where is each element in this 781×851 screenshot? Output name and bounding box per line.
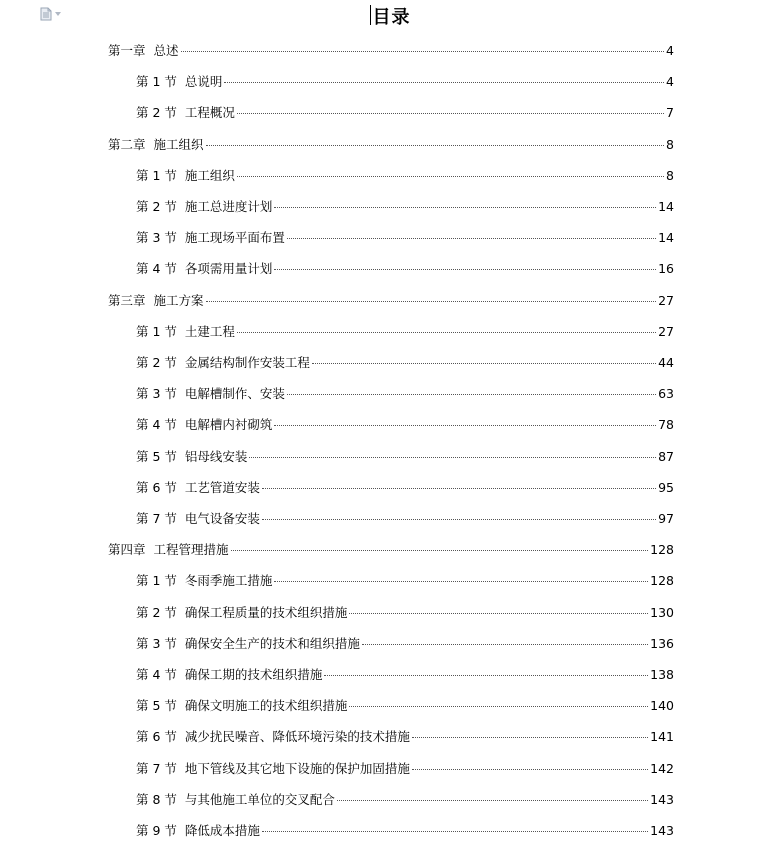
toc-entry-number: 第 7 节 [136, 511, 177, 526]
toc-page-number: 136 [650, 635, 674, 651]
toc-entry-title: 电解槽内衬砌筑 [184, 417, 273, 433]
toc-page-number: 140 [650, 698, 674, 714]
toc-entry-number: 第 3 节 [136, 386, 177, 402]
toc-page-number: 7 [666, 105, 674, 121]
toc-section-entry[interactable] [136, 571, 674, 591]
toc-section-entry[interactable] [136, 759, 674, 779]
toc-section-entry[interactable] [136, 447, 674, 467]
toc-section-entry[interactable] [136, 509, 674, 529]
toc-entry-title: 土建工程 [184, 323, 235, 339]
toc-section-entry[interactable] [136, 103, 674, 123]
toc-page-number: 8 [666, 167, 674, 183]
toc-entry-title: 施工现场平面布置 [184, 230, 285, 246]
toc-chapter-entry[interactable] [108, 291, 674, 311]
toc-page-number: 14 [658, 230, 674, 246]
toc-page-number: 141 [650, 729, 674, 745]
toc-entry-title: 地下管线及其它地下设施的保护加固措施 [184, 760, 410, 776]
toc-entry-title: 电气设备安装 [184, 511, 260, 526]
toc-page-number: 27 [658, 323, 674, 339]
dot-leader [231, 550, 649, 551]
toc-entry-title: 施工组织 [184, 167, 235, 183]
toc-entry-number: 第 6 节 [136, 729, 177, 745]
toc-page-number: 87 [658, 448, 674, 464]
dot-leader [349, 613, 648, 614]
toc-entry-title: 降低成本措施 [184, 823, 260, 838]
toc-entry-number: 第 3 节 [136, 230, 177, 246]
toc-page-number: 95 [658, 479, 674, 495]
dot-leader [349, 706, 648, 707]
toc-page-number: 142 [650, 760, 674, 776]
toc-entry-title: 确保安全生产的技术和组织措施 [184, 635, 360, 651]
toc-page-number: 143 [650, 791, 674, 807]
dot-leader [312, 363, 656, 364]
toc-page-number: 143 [650, 823, 674, 838]
toc-section-entry[interactable] [136, 166, 674, 186]
toc-page-number: 8 [666, 136, 674, 152]
toc-entry-number: 第 8 节 [136, 791, 177, 807]
toc-entry-number: 第 1 节 [136, 573, 177, 589]
toc-section-entry[interactable] [136, 197, 674, 217]
dot-leader [181, 51, 665, 52]
toc-section-entry[interactable] [136, 415, 674, 435]
toc-entry-title: 施工总进度计划 [184, 199, 273, 214]
dot-leader [262, 488, 656, 489]
toc-entry-title: 减少扰民噪音、降低环境污染的技术措施 [184, 729, 410, 745]
dot-leader [337, 800, 648, 801]
toc-page-number: 97 [658, 511, 674, 526]
toc-entry-number: 第二章 [108, 136, 146, 152]
dot-leader [237, 176, 664, 177]
toc-entry-number: 第 4 节 [136, 261, 177, 277]
toc-entry-title: 确保工期的技术组织措施 [184, 667, 323, 682]
dot-leader [362, 644, 648, 645]
dot-leader [274, 581, 648, 582]
toc-entry-number: 第一章 [108, 43, 146, 58]
toc-section-entry[interactable] [136, 478, 674, 498]
toc-section-entry[interactable] [136, 603, 674, 623]
toc-page-number: 27 [658, 292, 674, 308]
toc-page-number: 4 [666, 43, 674, 58]
toc-section-entry[interactable] [136, 727, 674, 747]
toc-chapter-entry[interactable] [108, 540, 674, 560]
dot-leader [224, 82, 664, 83]
dot-leader [206, 301, 657, 302]
toc-entry-title: 冬雨季施工措施 [184, 573, 273, 589]
toc-section-entry[interactable] [136, 72, 674, 92]
toc-page-number: 128 [650, 573, 674, 589]
toc-entry-number: 第三章 [108, 292, 146, 308]
dot-leader [412, 769, 648, 770]
toc-entry-number: 第 9 节 [136, 823, 177, 838]
toc-page-number: 44 [658, 355, 674, 370]
toc-entry-title: 各项需用量计划 [184, 261, 273, 277]
dot-leader [249, 457, 656, 458]
toc-chapter-entry[interactable] [108, 41, 674, 61]
toc-page-number: 138 [650, 667, 674, 682]
dot-leader [237, 113, 664, 114]
toc-section-entry[interactable] [136, 790, 674, 810]
toc-entry-number: 第 2 节 [136, 355, 177, 370]
toc-section-entry[interactable] [136, 259, 674, 279]
toc-entry-title: 金属结构制作安装工程 [184, 355, 310, 370]
toc-section-entry[interactable] [136, 322, 674, 342]
toc-entry-number: 第 6 节 [136, 479, 177, 495]
toc-entry-title: 确保文明施工的技术组织措施 [184, 698, 348, 714]
toc-entry-number: 第 4 节 [136, 417, 177, 433]
toc-page-number: 14 [658, 199, 674, 214]
toc-entry-title: 工程概况 [184, 105, 235, 121]
toc-entry-title: 工程管理措施 [153, 542, 229, 558]
toc-entry-number: 第 5 节 [136, 698, 177, 714]
toc-entry-number: 第 2 节 [136, 105, 177, 121]
text-cursor [370, 5, 371, 25]
toc-page-number: 130 [650, 604, 674, 620]
dot-leader [206, 145, 665, 146]
dot-leader [274, 269, 656, 270]
dot-leader [237, 332, 656, 333]
dot-leader [262, 831, 648, 832]
toc-entry-number: 第 1 节 [136, 167, 177, 183]
toc-page-number: 128 [650, 542, 674, 558]
toc-entry-title: 铝母线安装 [184, 448, 248, 464]
dot-leader [287, 238, 656, 239]
toc-entry-number: 第 1 节 [136, 323, 177, 339]
toc-entry-title: 与其他施工单位的交叉配合 [184, 791, 335, 807]
dot-leader [324, 675, 648, 676]
toc-entry-title: 总说明 [184, 74, 223, 90]
toc-section-entry[interactable] [136, 384, 674, 404]
toc-entry-number: 第 2 节 [136, 199, 177, 214]
toc-entry-title: 电解槽制作、安装 [184, 386, 285, 402]
toc-entry-number: 第 7 节 [136, 760, 177, 776]
toc-section-entry[interactable] [136, 634, 674, 654]
toc-entry-title: 确保工程质量的技术组织措施 [184, 604, 348, 620]
page-title [371, 3, 411, 29]
toc-entry-number: 第四章 [108, 542, 146, 558]
toc-page-number: 78 [658, 417, 674, 433]
dot-leader [287, 394, 656, 395]
toc-entry-title: 工艺管道安装 [184, 479, 260, 495]
toc-entry-title: 总述 [153, 43, 179, 58]
title-text: 目录 [372, 7, 411, 28]
dot-leader [274, 425, 656, 426]
toc-page-number: 63 [658, 386, 674, 402]
toc-section-entry[interactable] [136, 665, 674, 685]
toc-entry-number: 第 1 节 [136, 74, 177, 90]
toc-entry-number: 第 4 节 [136, 667, 177, 682]
dot-leader [274, 207, 656, 208]
toc-entry-title: 施工方案 [153, 292, 204, 308]
dot-leader [262, 519, 656, 520]
dot-leader [412, 737, 648, 738]
toc-entry-number: 第 3 节 [136, 635, 177, 651]
toc-section-entry[interactable] [136, 353, 674, 373]
toc-entry-title: 施工组织 [153, 136, 204, 152]
toc-section-entry[interactable] [136, 821, 674, 841]
toc-chapter-entry[interactable] [108, 135, 674, 155]
toc-page-number: 4 [666, 74, 674, 90]
toc-section-entry[interactable] [136, 228, 674, 248]
toc-entry-number: 第 2 节 [136, 604, 177, 620]
toc-page-number: 16 [658, 261, 674, 277]
toc-section-entry[interactable] [136, 696, 674, 716]
toc-entry-number: 第 5 节 [136, 448, 177, 464]
